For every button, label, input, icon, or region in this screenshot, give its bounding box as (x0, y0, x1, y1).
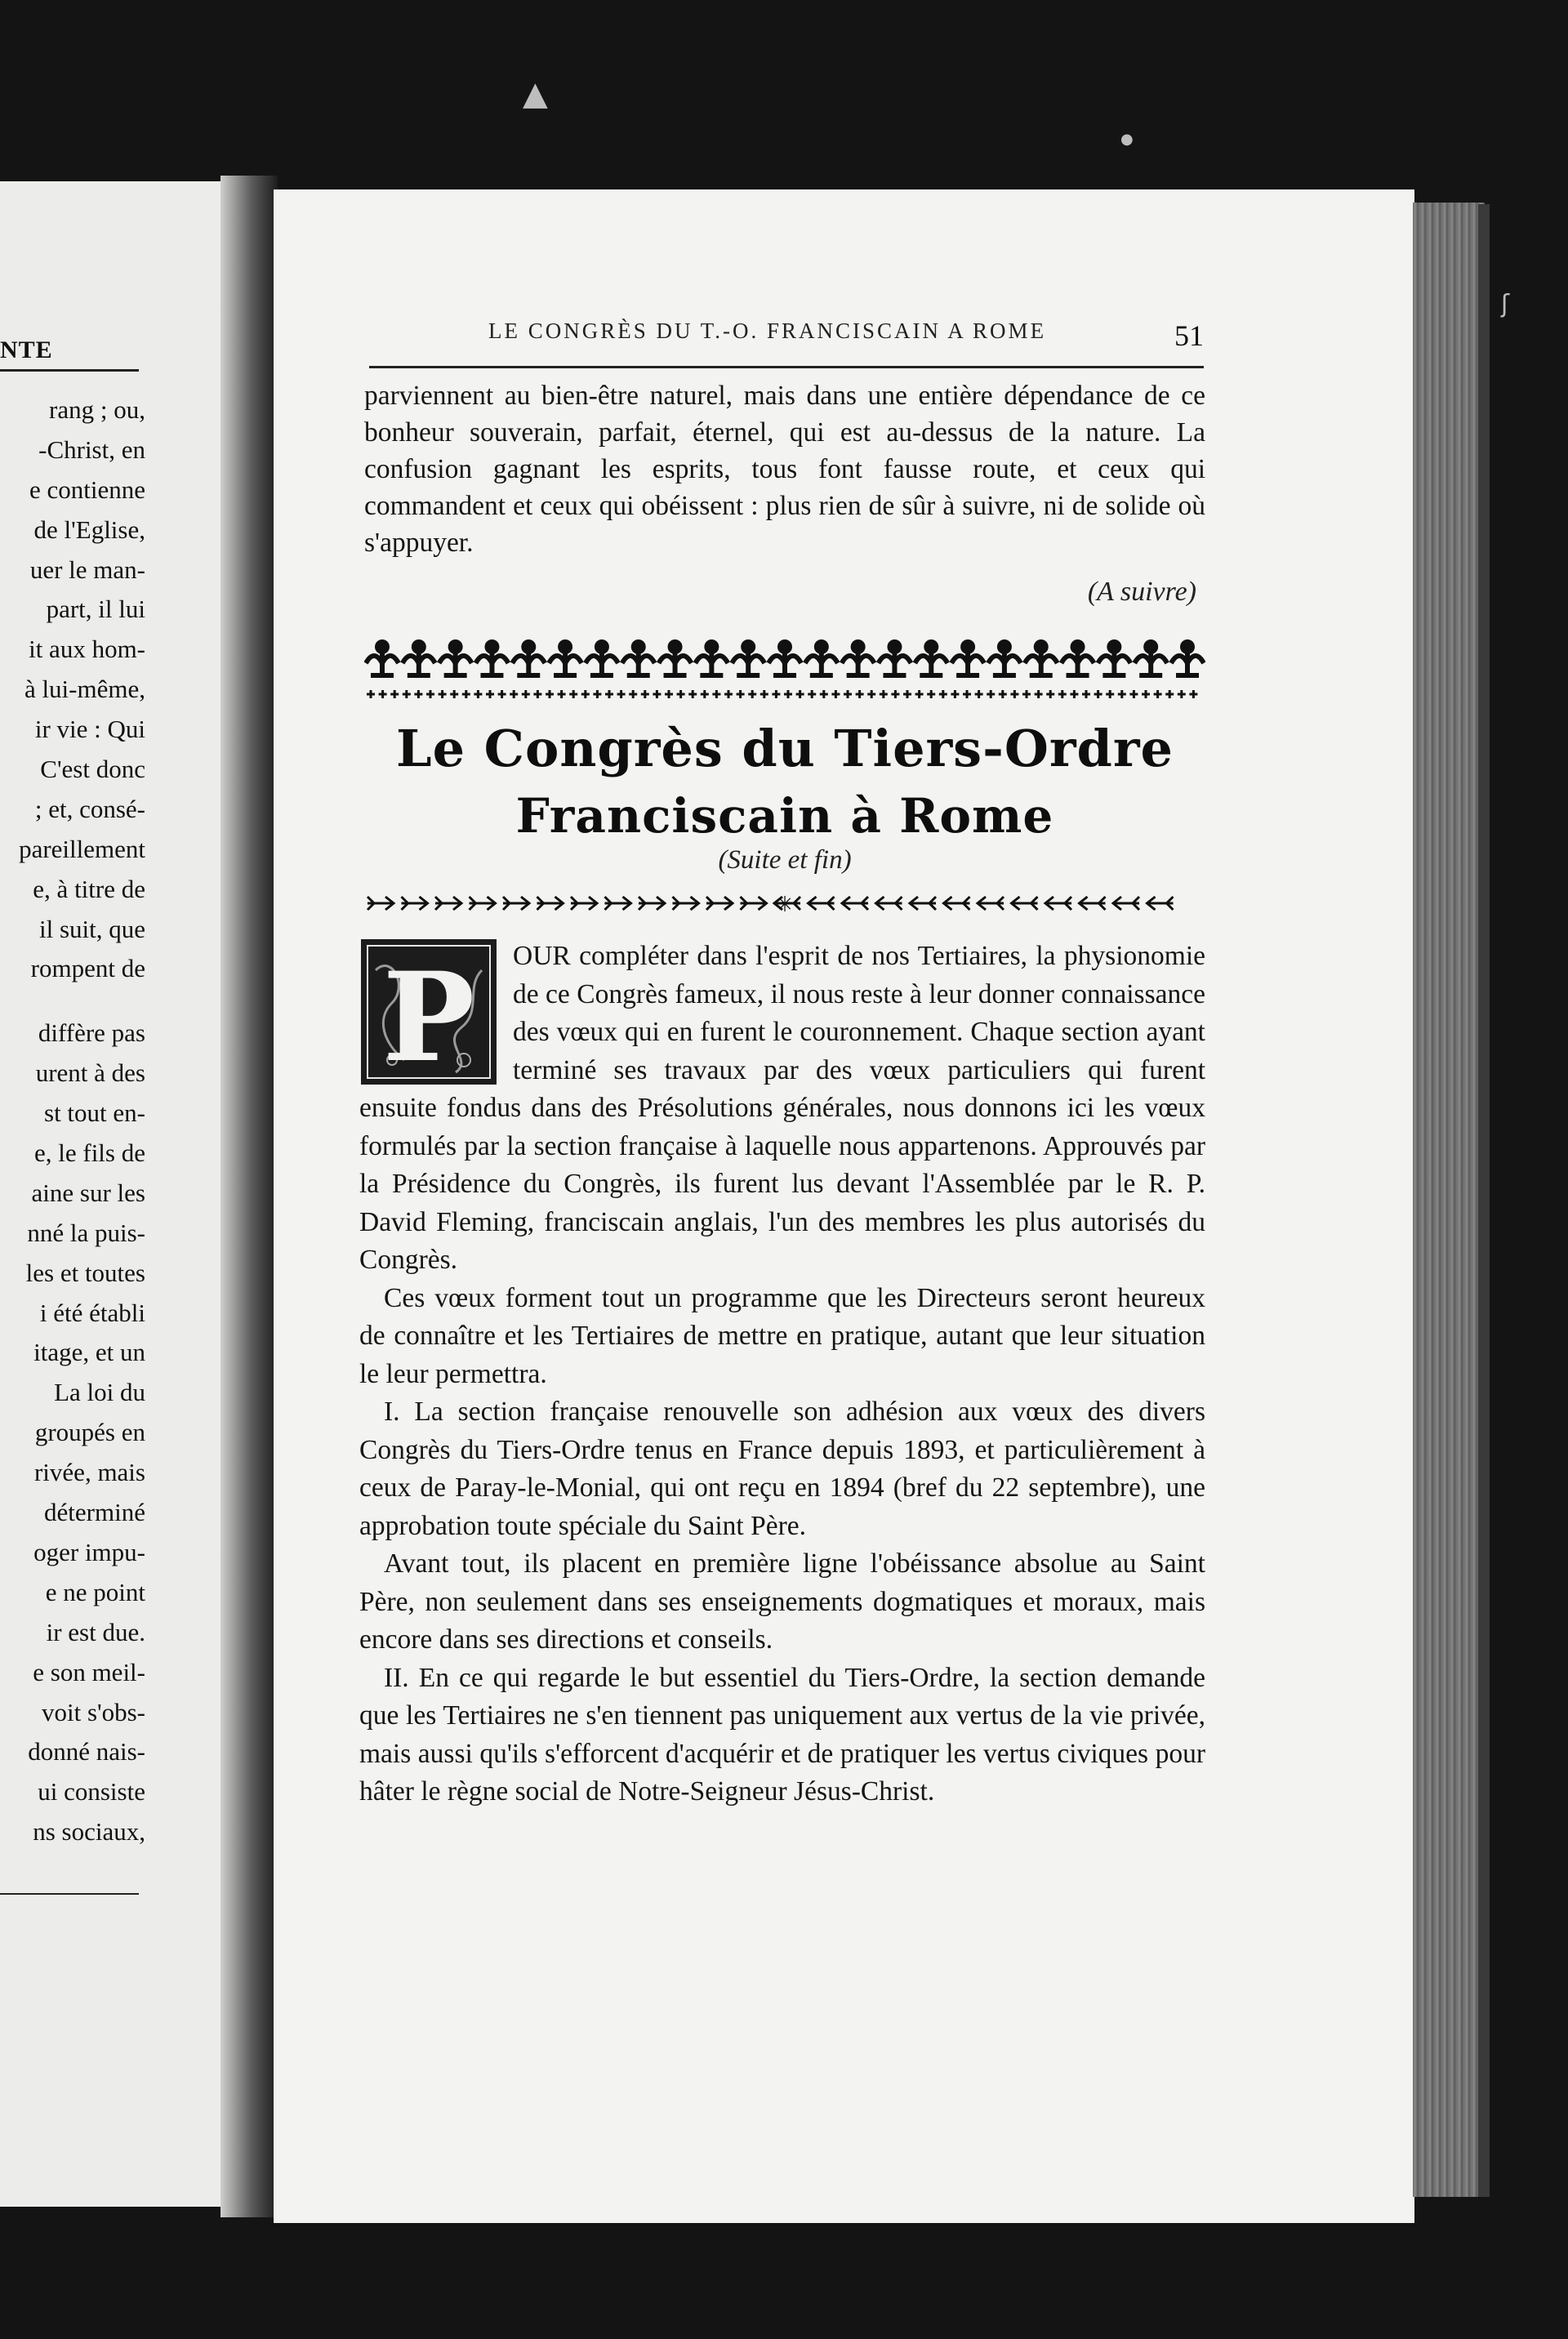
opening-paragraph: parviennent au bien-être naturel, mais dans une entière dépendance de ce bonheur souverain, parfait, éternel, qui est au-dessus de la nature. La confusion gagnant les esprits, tous font fausse route, et ceux qui commandent et ceux qui obéissent : plus rien de sûr à suivre, ni de solide où s'appuyer. (364, 381, 1205, 558)
left-page-line: La loi du (54, 1378, 145, 1407)
left-page-line: nné la puis- (27, 1218, 145, 1247)
arrow-ornament-icon (673, 897, 699, 910)
cross-mark-icon (760, 690, 768, 698)
cross-mark-icon (1046, 690, 1054, 698)
arrow-ornament-icon (944, 897, 970, 910)
left-page-line: oger impu- (33, 1537, 145, 1566)
left-page-line: part, il lui (46, 595, 145, 624)
cross-mark-icon (1118, 690, 1126, 698)
cross-mark-icon (439, 690, 447, 698)
article-title-line-2: Franciscain à Rome (515, 788, 1054, 844)
cross-mark-icon (987, 690, 995, 698)
left-page-line: itage, et un (33, 1338, 145, 1367)
drop-cap (359, 938, 513, 1089)
arrow-ornament-icon (435, 897, 461, 910)
cross-mark-icon (784, 690, 792, 698)
cross-mark-icon (641, 690, 649, 698)
paragraph: Ces vœux forment tout un programme que les Directeurs seront heureux de connaître et les Tertiaires de mettre en pratique, autant que leur situation le leur permettra. (359, 1282, 1205, 1389)
cross-mark-icon (903, 690, 911, 698)
fleuron-icon (915, 639, 947, 678)
left-page-line: groupés en (34, 1418, 145, 1447)
center-star-icon: ✳ (776, 893, 794, 916)
cross-mark-icon (522, 690, 530, 698)
cross-mark-icon (498, 690, 506, 698)
fleuron-icon (475, 639, 508, 678)
left-page-line: e contienne (29, 474, 145, 504)
left-page-line: ui consiste (38, 1777, 145, 1807)
fleuron-icon (805, 639, 838, 678)
cross-mark-icon (856, 690, 864, 698)
cross-mark-icon (772, 690, 780, 698)
arrow-ornament-icon (639, 897, 665, 910)
cross-mark-icon (1189, 690, 1197, 698)
arrow-ornament-icon (503, 897, 529, 910)
cross-mark-icon (1129, 690, 1138, 698)
arrow-ornament-icon (537, 897, 564, 910)
page-block-edge-dark (1478, 204, 1490, 2197)
cross-mark-icon (951, 690, 959, 698)
fleuron-icon (878, 639, 911, 678)
left-page-line: ; et, consé- (34, 794, 145, 823)
cross-mark-icon (748, 690, 756, 698)
cross-mark-icon (891, 690, 899, 698)
arrow-ornament-icon (402, 897, 428, 910)
cross-mark-icon (677, 690, 685, 698)
fleuron-icon (622, 639, 655, 678)
arrow-ornament-icon (808, 897, 835, 910)
left-page-line: il suit, que (38, 914, 145, 943)
left-page-line: donné nais- (28, 1737, 145, 1767)
cross-mark-icon (593, 690, 601, 698)
arrow-ornament-icon (978, 897, 1004, 910)
arrow-ornament-icon (470, 897, 496, 910)
left-page-line: ir est due. (46, 1617, 145, 1646)
gutter-shadow (220, 176, 278, 2217)
fleuron-icon (951, 639, 984, 678)
cross-mark-icon (688, 690, 697, 698)
cross-mark-icon (617, 690, 626, 698)
cross-mark-icon (1154, 690, 1162, 698)
dust-speck: ● (1120, 131, 1134, 148)
left-page-line: uer le man- (29, 555, 145, 584)
arrow-ornament-icon (741, 897, 767, 910)
arrow-ornament-icon (842, 897, 868, 910)
left-page-line: rang ; ou, (49, 395, 145, 424)
fleuron-icon (768, 639, 801, 678)
cross-mark-icon (533, 690, 541, 698)
fleuron-icon (366, 639, 399, 678)
left-page-line (0, 989, 145, 1014)
cross-mark-icon (605, 690, 613, 698)
left-page-line: diffère pas (38, 1018, 145, 1048)
left-page-text (0, 390, 145, 1852)
cross-mark-icon (581, 690, 590, 698)
fleuron-icon (842, 639, 875, 678)
left-page-line: C'est donc (40, 755, 145, 784)
left-page-line: it aux hom- (29, 635, 145, 664)
paragraph: Avant tout, ils placent en première ligne l'obéissance absolue au Saint Père, non seulement dans ses enseignements dogmatiques et moraux, mais encore dans ses directions et conseils. (359, 1548, 1205, 1655)
cross-mark-icon (546, 690, 554, 698)
left-page-line: à lui-même, (24, 675, 145, 704)
cross-mark-icon (367, 690, 375, 698)
left-page-line: e, à titre de (33, 874, 145, 903)
cross-mark-icon (1142, 690, 1150, 698)
fleuron-ornament-band (364, 629, 1205, 707)
drop-cap-ornament-icon (359, 938, 498, 1086)
cross-mark-icon (880, 690, 888, 698)
left-page-line: les et toutes (25, 1258, 145, 1287)
arrow-ornament-rule (364, 889, 1205, 918)
fleuron-icon (439, 639, 472, 678)
arrow-ornament-icon (1147, 897, 1174, 910)
fleuron-icon (659, 639, 692, 678)
cross-mark-icon (1082, 690, 1090, 698)
left-page-line: e son meil- (33, 1657, 145, 1686)
cross-mark-icon (831, 690, 840, 698)
cross-mark-icon (927, 690, 935, 698)
fleuron-icon (403, 639, 435, 678)
left-page-line: voit s'obs- (41, 1697, 145, 1726)
arrow-ornament-icon (1080, 897, 1106, 910)
cross-mark-icon (724, 690, 733, 698)
cross-mark-icon (1035, 690, 1043, 698)
cross-mark-icon (426, 690, 434, 698)
cross-mark-icon (701, 690, 709, 698)
arrow-ornament-icon (876, 897, 902, 910)
arrow-ornament-icon (1012, 897, 1038, 910)
cross-mark-icon (1094, 690, 1102, 698)
fleuron-icon (1171, 639, 1204, 678)
arrow-ornament-icon (1113, 897, 1139, 910)
cross-mark-icon (665, 690, 673, 698)
fleuron-icon (988, 639, 1021, 678)
drop-cap-letter: P (382, 946, 475, 1086)
cross-mark-icon (474, 690, 482, 698)
to-be-continued: (A suivre) (1087, 577, 1196, 607)
left-page-line: i été établi (39, 1298, 145, 1327)
article-body (359, 938, 1205, 1811)
left-page-line: ns sociaux, (33, 1817, 145, 1847)
cross-mark-icon (975, 690, 983, 698)
arrow-ornament-icon (1045, 897, 1071, 910)
cross-mark-icon (1058, 690, 1067, 698)
article-subtitle: (Suite et fin) (718, 845, 852, 875)
left-page-line: rompent de (30, 954, 145, 983)
fleuron-icon (512, 639, 545, 678)
left-page-line: rivée, mais (33, 1458, 145, 1487)
cross-mark-icon (999, 690, 1007, 698)
left-page-line: e ne point (45, 1577, 145, 1606)
cross-mark-icon (569, 690, 577, 698)
cross-mark-icon (963, 690, 971, 698)
cross-mark-icon (915, 690, 924, 698)
cross-mark-icon (403, 690, 411, 698)
cross-mark-icon (796, 690, 804, 698)
left-footer-rule (0, 1893, 139, 1895)
cross-mark-icon (653, 690, 661, 698)
paragraph: II. En ce qui regarde le but essentiel du Tiers-Ordre, la section demande que les Tertiaires ne s'en tiennent pas uniquement aux vertus de la vie privée, mais aussi qu'ils s'efforcent d'acquérir et de pratiquer les vertus civiques pour hâter le règne social de Notre-Seigneur Jésus-Christ. (359, 1662, 1205, 1807)
left-page-line: e, le fils de (33, 1138, 145, 1168)
cross-mark-icon (820, 690, 828, 698)
left-page-line: de l'Eglise, (33, 515, 145, 544)
cross-mark-icon (486, 690, 494, 698)
cross-mark-icon (379, 690, 387, 698)
cross-mark-icon (450, 690, 458, 698)
lead-paragraph: OUR compléter dans l'esprit de nos Tertiaires, la physionomie de ce Congrès fameux, il nous reste à leur donner connaissance des vœux qui en furent le couronnement. Chaque section ayant terminé ses travaux par des vœux particuliers qui furent ensuite fondus dans des Présolutions générales, nous donnons ici les vœux formulés par la section française à laquelle nous appartenons. Approuvés par la Présidence du Congrès, ils furent lus devant l'Assemblée par le R. P. David Fleming, franciscain anglais, l'un des membres les plus autorisés du Congrès. (359, 941, 1205, 1275)
arrow-ornament-icon (605, 897, 631, 910)
fleuron-icon (1062, 639, 1094, 678)
left-page-line: aine sur les (31, 1178, 145, 1207)
cross-mark-icon (1070, 690, 1078, 698)
fleuron-icon (586, 639, 618, 678)
cross-mark-icon (1165, 690, 1174, 698)
left-page-line: pareillement (19, 834, 145, 863)
cross-mark-icon (462, 690, 470, 698)
left-header-rule (0, 369, 139, 372)
fleuron-icon (1134, 639, 1167, 678)
page-block-edge (1413, 203, 1485, 2197)
cross-mark-icon (1022, 690, 1031, 698)
arrow-ornament-icon (368, 897, 394, 910)
fleuron-icon (1098, 639, 1130, 678)
cross-mark-icon (1010, 690, 1018, 698)
left-page-line: ir vie : Qui (34, 715, 145, 744)
paragraph: I. La section française renouvelle son adhésion aux vœux des divers Congrès du Tiers-Ordre tenus en France depuis 1893, et particulièrement à ceux de Paray-le-Monial, qui ont reçu en 1894 (bref du 22 septembre), une approbation toute spéciale du Saint Père. (359, 1397, 1205, 1541)
left-page-line: st tout en- (44, 1098, 145, 1128)
dust-speck: ʃ (1501, 290, 1510, 319)
fleuron-icon (1025, 639, 1058, 678)
header-rule (369, 366, 1204, 368)
cross-mark-icon (414, 690, 422, 698)
cross-mark-icon (390, 690, 399, 698)
arrow-ornament-icon (571, 897, 597, 910)
left-page-line: -Christ, en (38, 434, 145, 464)
running-head: LE CONGRÈS DU T.-O. FRANCISCAIN A ROME (488, 319, 1047, 343)
cross-mark-icon (712, 690, 720, 698)
left-page-line: déterminé (44, 1498, 145, 1527)
fleuron-icon (549, 639, 581, 678)
left-page-header: NTE (0, 336, 53, 363)
cross-mark-icon (808, 690, 816, 698)
page-number: 51 (1174, 319, 1204, 352)
left-page-line: urent à des (35, 1058, 145, 1088)
cross-mark-icon (867, 690, 875, 698)
dust-speck: ▲ (523, 75, 548, 113)
fleuron-icon (695, 639, 728, 678)
arrow-ornament-icon (706, 897, 733, 910)
cross-mark-icon (558, 690, 566, 698)
cross-mark-icon (844, 690, 852, 698)
cross-mark-icon (1106, 690, 1114, 698)
article-title-line-1: Le Congrès du Tiers-Ordre (396, 719, 1174, 778)
arrow-ornament-icon (910, 897, 936, 910)
fleuron-icon (732, 639, 764, 678)
cross-mark-icon (510, 690, 518, 698)
cross-mark-icon (939, 690, 947, 698)
cross-mark-icon (737, 690, 745, 698)
cross-mark-icon (1178, 690, 1186, 698)
cross-mark-icon (629, 690, 637, 698)
